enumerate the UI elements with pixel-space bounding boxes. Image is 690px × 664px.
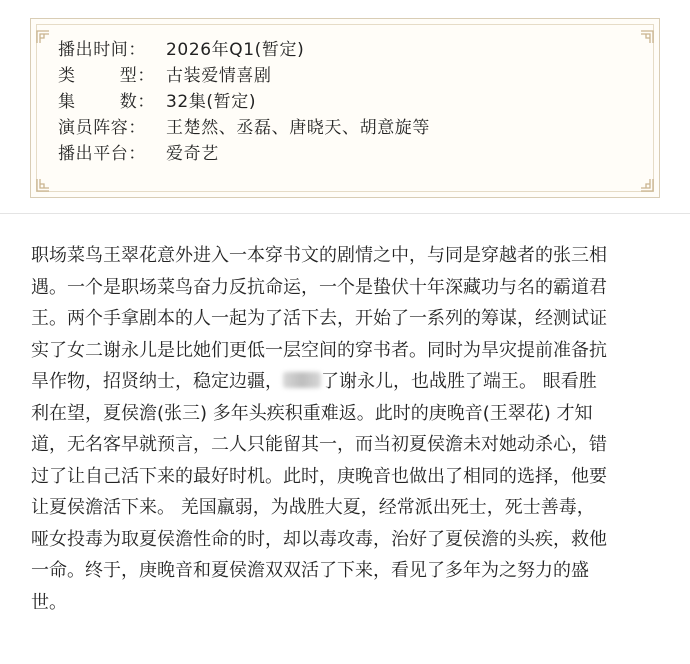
synopsis-line: 让夏侯澹活下来。 羌国羸弱，为战胜大夏，经常派出死士，死士善毒， — [31, 497, 595, 518]
info-value: 32集(暂定) — [166, 92, 257, 112]
synopsis-line: 一命。终于，庚晚音和夏侯澹双双活了下来，看见了多年为之努力的盛 — [31, 560, 589, 581]
info-row-platform — [58, 141, 430, 167]
corner-ornament-icon — [36, 178, 50, 192]
redacted-text-blur — [283, 372, 321, 388]
corner-ornament-icon — [640, 30, 654, 44]
synopsis-line: 过了让自己活下来的最好时机。此时，庚晚音也做出了相同的选择，他要 — [31, 465, 607, 487]
synopsis-paragraph — [31, 240, 663, 618]
info-value: 爱奇艺 — [166, 144, 219, 164]
info-label: 演员阵容： — [58, 118, 146, 138]
info-label — [58, 89, 155, 115]
synopsis-line: 职场菜鸟王翠花意外进入一本穿书文的剧情之中，与同是穿越者的张三相 — [31, 245, 607, 266]
info-label: 播出平台： — [58, 144, 146, 164]
info-label-part: 集 — [58, 92, 76, 112]
synopsis-line: 世。 — [31, 591, 67, 613]
info-label — [58, 63, 155, 89]
synopsis-line-part: 了谢永儿，也战胜了端王。 眼看胜 — [321, 371, 597, 392]
info-row-genre — [58, 63, 430, 89]
info-value: 古装爱情喜剧 — [166, 66, 272, 86]
info-row-air-time — [58, 37, 430, 63]
synopsis-line-part: 旱作物，招贤纳士，稳定边疆， — [31, 371, 283, 392]
corner-ornament-icon — [640, 178, 654, 192]
info-value: 王楚然、丞磊、唐晓天、胡意旋等 — [166, 118, 430, 138]
synopsis-line: 王。两个手拿剧本的人一起为了活下去，开始了一系列的筹谋，经测试证 — [31, 308, 607, 329]
synopsis-line: 遇。一个是职场菜鸟奋力反抗命运，一个是蛰伏十年深藏功与名的霸道君 — [31, 276, 607, 298]
info-row-cast — [58, 115, 430, 141]
synopsis-line: 哑女投毒为取夏侯澹性命的时，却以毒攻毒，治好了夏侯澹的头疾，救他 — [31, 528, 607, 550]
synopsis-line: 道，无名客早就预言，二人只能留其一，而当初夏侯澹未对她动杀心，错 — [31, 434, 607, 455]
synopsis-line: 实了女二谢永儿是比她们更低一层空间的穿书者。同时为旱灾提前准备抗 — [31, 339, 607, 361]
corner-ornament-icon — [36, 30, 50, 44]
info-value: 2026年Q1(暂定) — [166, 40, 305, 60]
info-label-part: 型： — [119, 66, 155, 86]
info-label: 播出时间： — [58, 40, 146, 60]
section-divider — [0, 213, 690, 214]
info-label-part: 数： — [119, 92, 155, 112]
synopsis-line: 利在望，夏侯澹(张三) 多年头疾积重难返。此时的庚晚音(王翠花) 才知 — [31, 402, 593, 424]
info-label-part: 类 — [58, 66, 76, 86]
info-row-episodes — [58, 89, 430, 115]
drama-info-card — [30, 18, 660, 198]
synopsis-line — [31, 366, 663, 398]
info-list — [58, 37, 430, 167]
